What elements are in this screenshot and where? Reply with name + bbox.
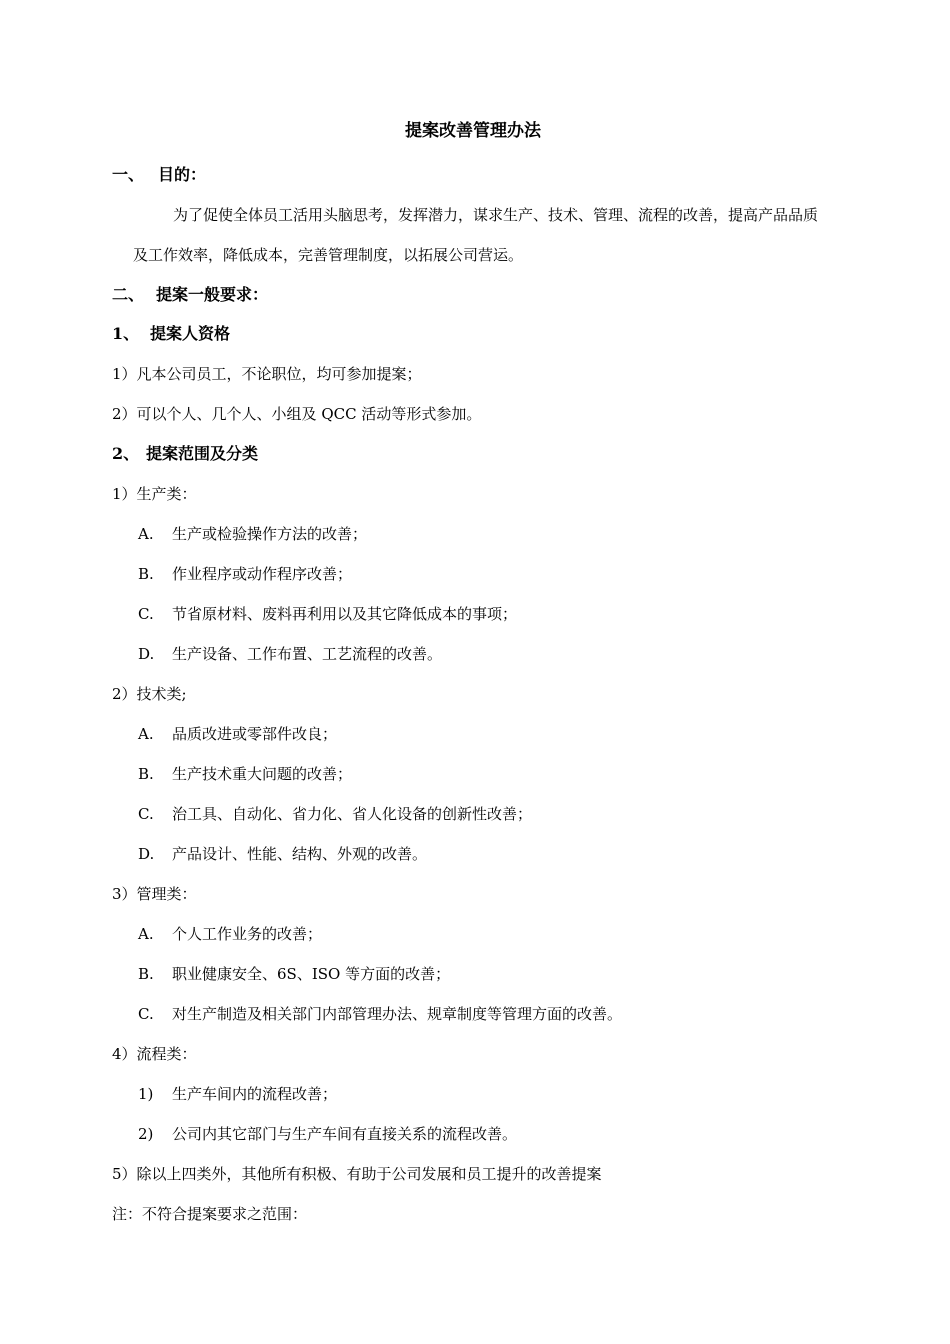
subsection-2-title: 提案范围及分类 <box>146 444 259 463</box>
eligibility-item-1: 1）凡本公司员工，不论职位，均可参加提案； <box>112 365 422 383</box>
subsection-1-heading <box>112 324 230 344</box>
list-item: A. 生产或检验操作方法的改善； <box>138 525 368 543</box>
list-item: D. 生产设备、工作布置、工艺流程的改善。 <box>138 645 443 663</box>
document-title: 提案改善管理办法 <box>405 121 541 141</box>
list-item: A. 品质改进或零部件改良； <box>138 725 338 743</box>
section-2-number: 二、 <box>112 285 145 304</box>
category-other-label: 5）除以上四类外，其他所有积极、有助于公司发展和员工提升的改善提案 <box>112 1165 602 1183</box>
list-item: C. 节省原材料、废料再利用以及其它降低成本的事项； <box>138 605 518 623</box>
section-1-title: 目的： <box>158 165 207 184</box>
eligibility-item-2: 2）可以个人、几个人、小组及 QCC 活动等形式参加。 <box>112 405 482 423</box>
subsection-1-title: 提案人资格 <box>150 324 231 343</box>
category-management-label: 3）管理类： <box>112 885 197 903</box>
list-item: B. 作业程序或动作程序改善； <box>138 565 353 583</box>
list-item: B. 职业健康安全、6S、ISO 等方面的改善； <box>138 965 451 983</box>
category-process-label: 4）流程类： <box>112 1045 197 1063</box>
section-2-title: 提案一般要求： <box>156 285 269 304</box>
section-1-number: 一、 <box>112 165 145 184</box>
purpose-paragraph-line-2: 及工作效率，降低成本，完善管理制度，以拓展公司营运。 <box>133 246 524 264</box>
list-item: D. 产品设计、性能、结构、外观的改善。 <box>138 845 428 863</box>
list-item: C. 治工具、自动化、省力化、省人化设备的创新性改善； <box>138 805 533 823</box>
category-production-label: 1）生产类： <box>112 485 197 503</box>
list-item: C. 对生产制造及相关部门内部管理办法、规章制度等管理方面的改善。 <box>138 1005 623 1023</box>
section-2-heading <box>112 285 268 305</box>
subsection-1-number: 1、 <box>112 324 140 343</box>
category-technology-label: 2）技术类; <box>112 685 187 703</box>
section-1-heading <box>112 165 206 185</box>
list-item: 2) 公司内其它部门与生产车间有直接关系的流程改善。 <box>138 1125 518 1143</box>
list-item: A. 个人工作业务的改善； <box>138 925 323 943</box>
purpose-paragraph-line-1: 为了促使全体员工活用头脑思考，发挥潜力，谋求生产、技术、管理、流程的改善，提高产品品质 <box>173 206 819 224</box>
note-line: 注：不符合提案要求之范围： <box>112 1205 308 1223</box>
list-item: B. 生产技术重大问题的改善； <box>138 765 353 783</box>
subsection-2-heading <box>112 444 258 464</box>
subsection-2-number: 2、 <box>112 444 140 463</box>
list-item: 1) 生产车间内的流程改善； <box>138 1085 338 1103</box>
